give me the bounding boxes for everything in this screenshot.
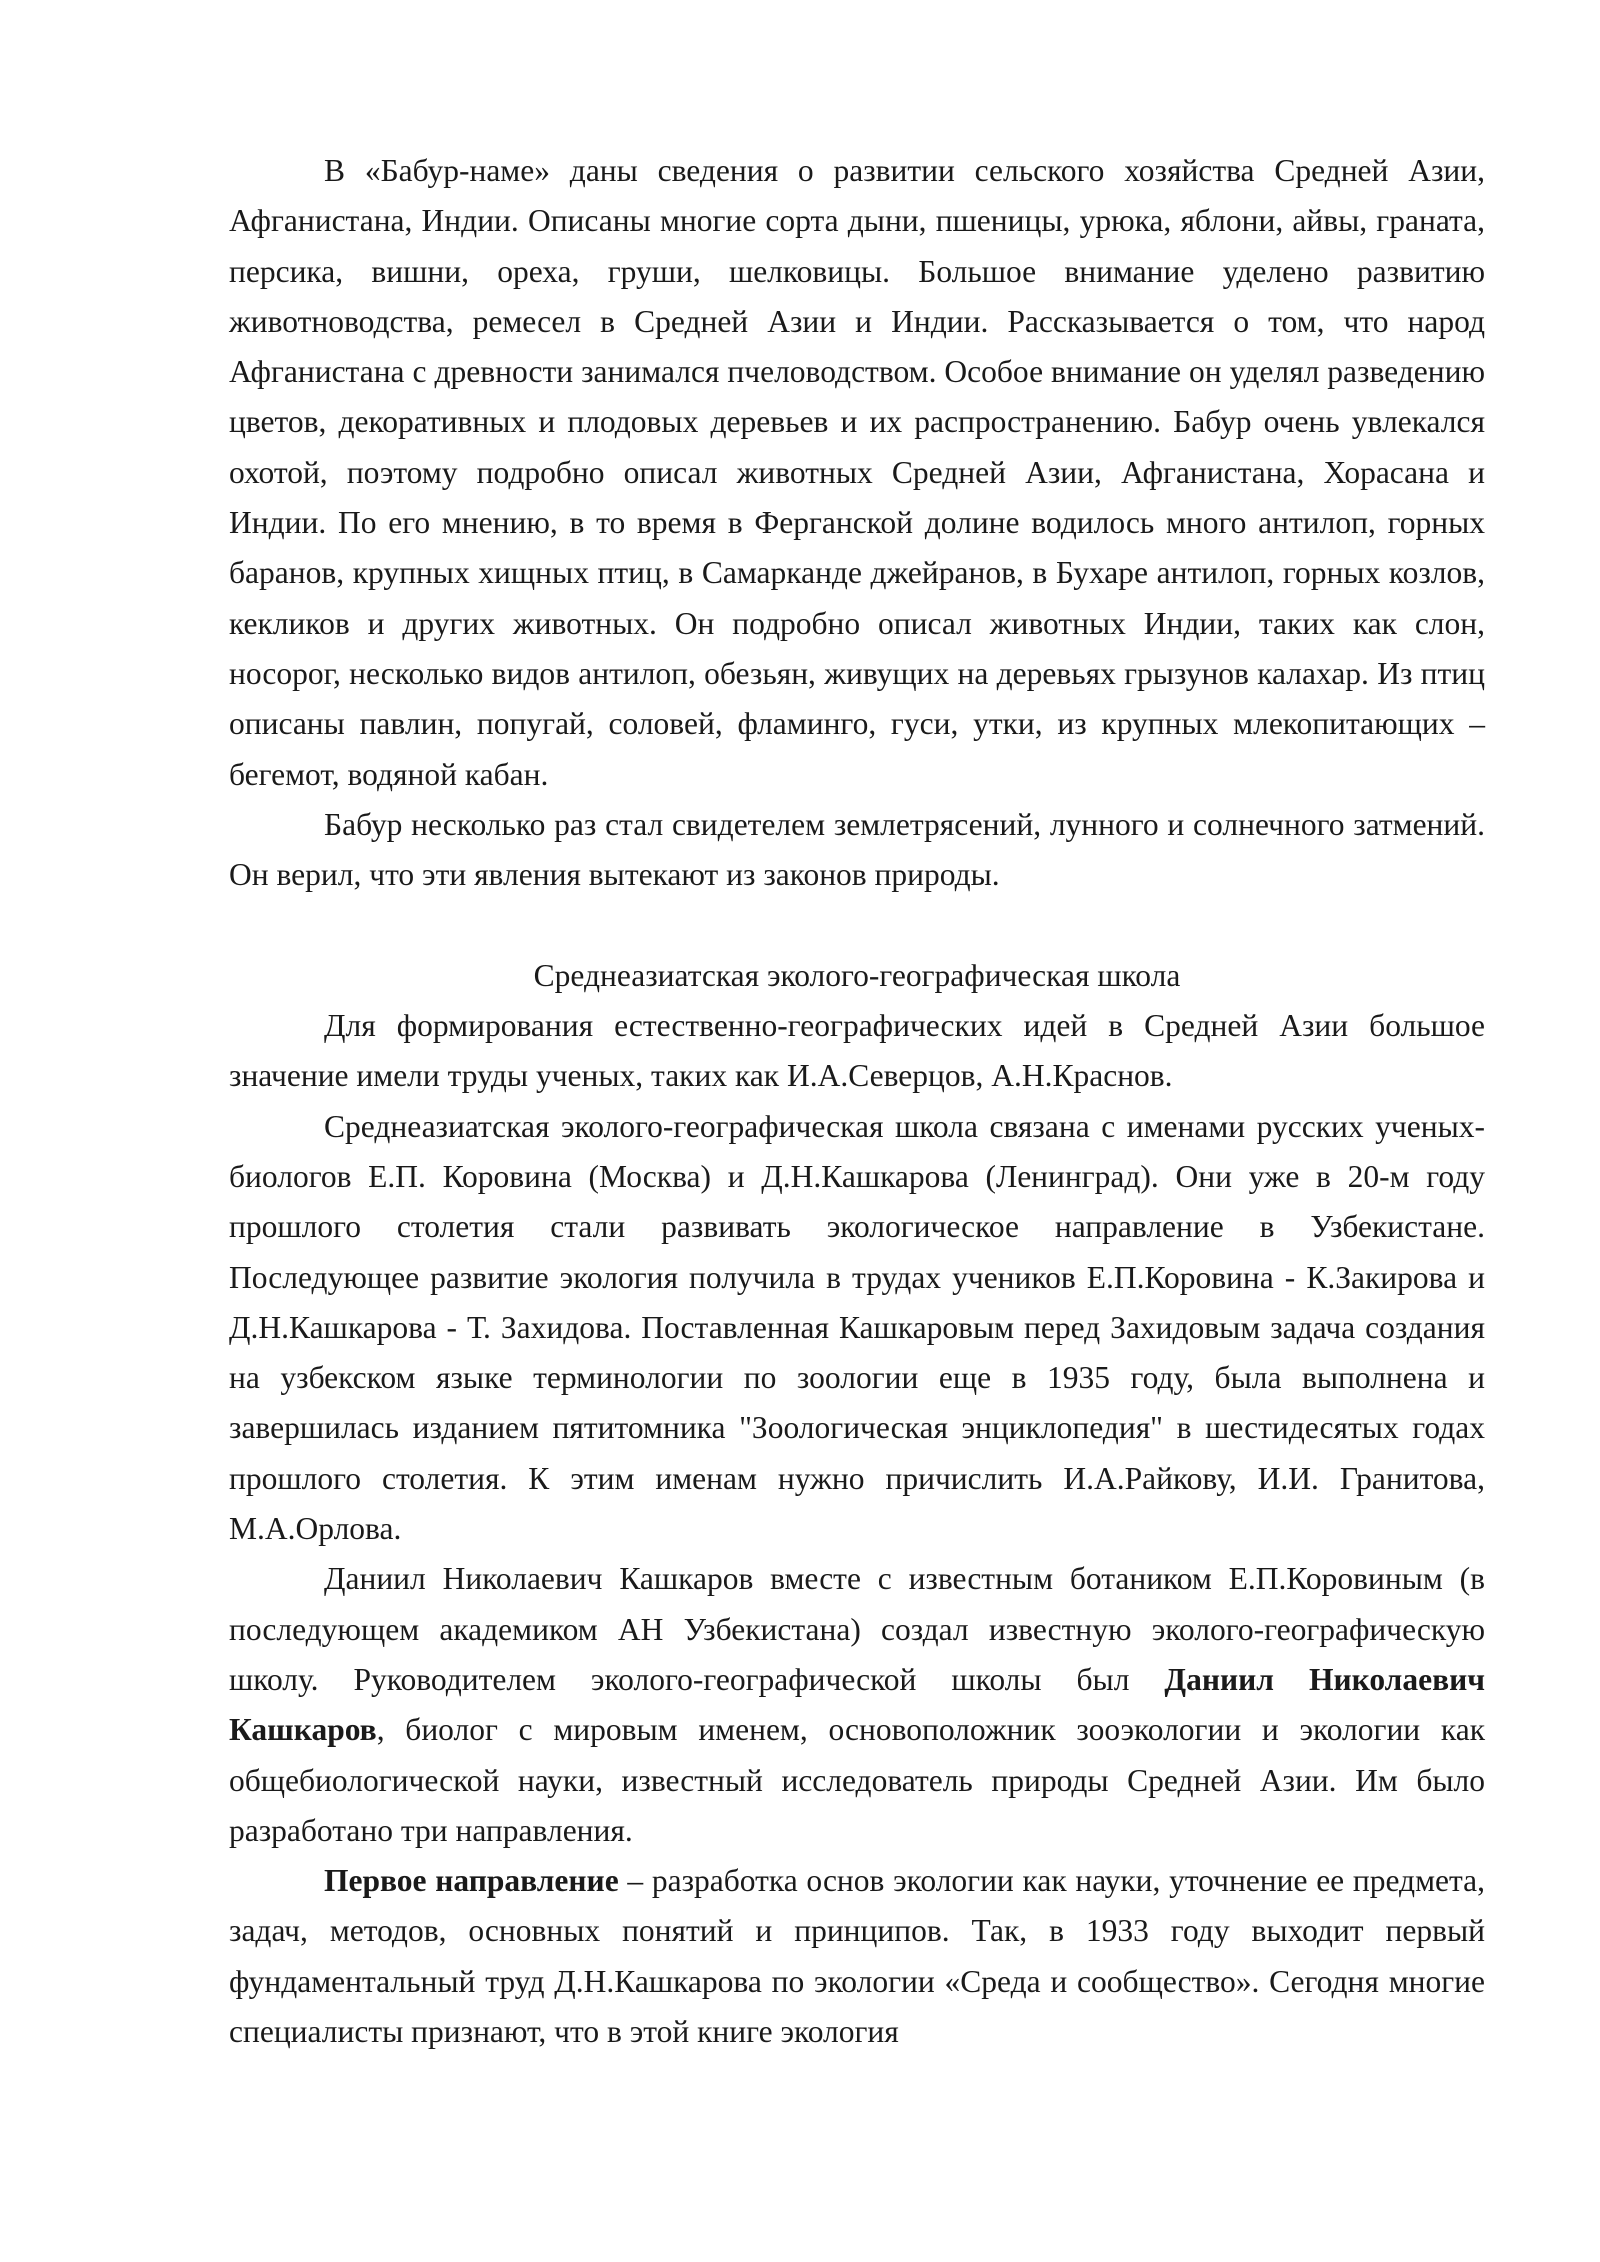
- blank-line: [229, 900, 1485, 950]
- kashkarov-name-bold: Даниил Николаевич Кашкаров: [229, 1661, 1485, 1748]
- paragraph-kashkarov: [229, 1554, 1485, 1856]
- paragraph-school-founders: Среднеазиатская эколого-географическая школа связана с именами русских ученых-биологов Е.П. Коровина (Москва) и Д.Н.Кашкарова (Ленинград). Они уже в 20-м году прошлого столетия стали развивать экологическое направление в Узбекистане. Последующее развитие экология получила в трудах учеников Е.П.Коровина - К.Закирова и Д.Н.Кашкарова - Т. Захидова. Поставленная Кашкаровым перед Захидовым задача создания на узбекском языке терминологии по зоологии еще в 1935 году, была выполнена и завершилась изданием пятитомника "Зоологическая энциклопедия" в шестидесятых годах прошлого столетия. К этим именам нужно причислить И.А.Райкову, И.И. Гранитова, М.А.Орлова.: [229, 1108, 1485, 1547]
- first-direction-bold: Первое направление: [324, 1863, 619, 1899]
- paragraph-first-direction: [229, 1856, 1485, 2057]
- first-direction-text: – разработка основ экологии как науки, уточнение ее предмета, задач, методов, основных понятий и принципов. Так, в 1933 году выходит первый фундаментальный труд Д.Н.Кашкарова по экологии «Среда и сообщество». Сегодня многие специалисты признают, что в этой книге экология: [229, 1863, 1485, 2049]
- kashkarov-text-end: , биолог с мировым именем, основоположник зооэкологии и экологии как общебиологической науки, известный исследователь природы Средней Азии. Им было разработано три направления.: [229, 1712, 1485, 1848]
- document-page: [229, 146, 1485, 2057]
- paragraph-babur-eclipses: Бабур несколько раз стал свидетелем землетрясений, лунного и солнечного затмений. Он верил, что эти явления вытекают из законов природы.: [229, 806, 1485, 893]
- paragraph-natural-geographic-ideas: Для формирования естественно-географических идей в Средней Азии большое значение имели труды ученых, таких как И.А.Северцов, А.Н.Краснов.: [229, 1008, 1485, 1094]
- paragraph-babur-agriculture: В «Бабур-наме» даны сведения о развитии сельского хозяйства Средней Азии, Афганистана, Индии. Описаны многие сорта дыни, пшеницы, урюка, яблони, айвы, граната, персика, вишни, ореха, груши, шелковицы. Большое внимание уделено развитию животноводства, ремесел в Средней Азии и Индии. Рассказывается о том, что народ Афганистана с древности занимался пчеловодством. Особое внимание он уделял разведению цветов, декоративных и плодовых деревьев и их распространению. Бабур очень увлекался охотой, поэтому подробно описал животных Средней Азии, Афганистана, Хорасана и Индии. По его мнению, в то время в Ферганской долине водилось много антилоп, горных баранов, крупных хищных птиц, в Самарканде джейранов, в Бухаре антилоп, горных козлов, кекликов и других животных. Он подробно описал животных Индии, таких как слон, носорог, несколько видов антилоп, обезьян, живущих на деревьях грызунов калахар. Из птиц описаны павлин, попугай, соловей, фламинго, гуси, утки, из крупных млекопитающих – бегемот, водяной кабан.: [229, 153, 1485, 792]
- section-heading: Среднеазиатская эколого-географическая школа: [533, 957, 1181, 993]
- kashkarov-text-start: Даниил Николаевич Кашкаров вместе с известным ботаником Е.П.Коровиным (в последующем академиком АН Узбекистана) создал известную эколого-географическую школу. Руководителем эколого-географической школы был: [229, 1561, 1485, 1697]
